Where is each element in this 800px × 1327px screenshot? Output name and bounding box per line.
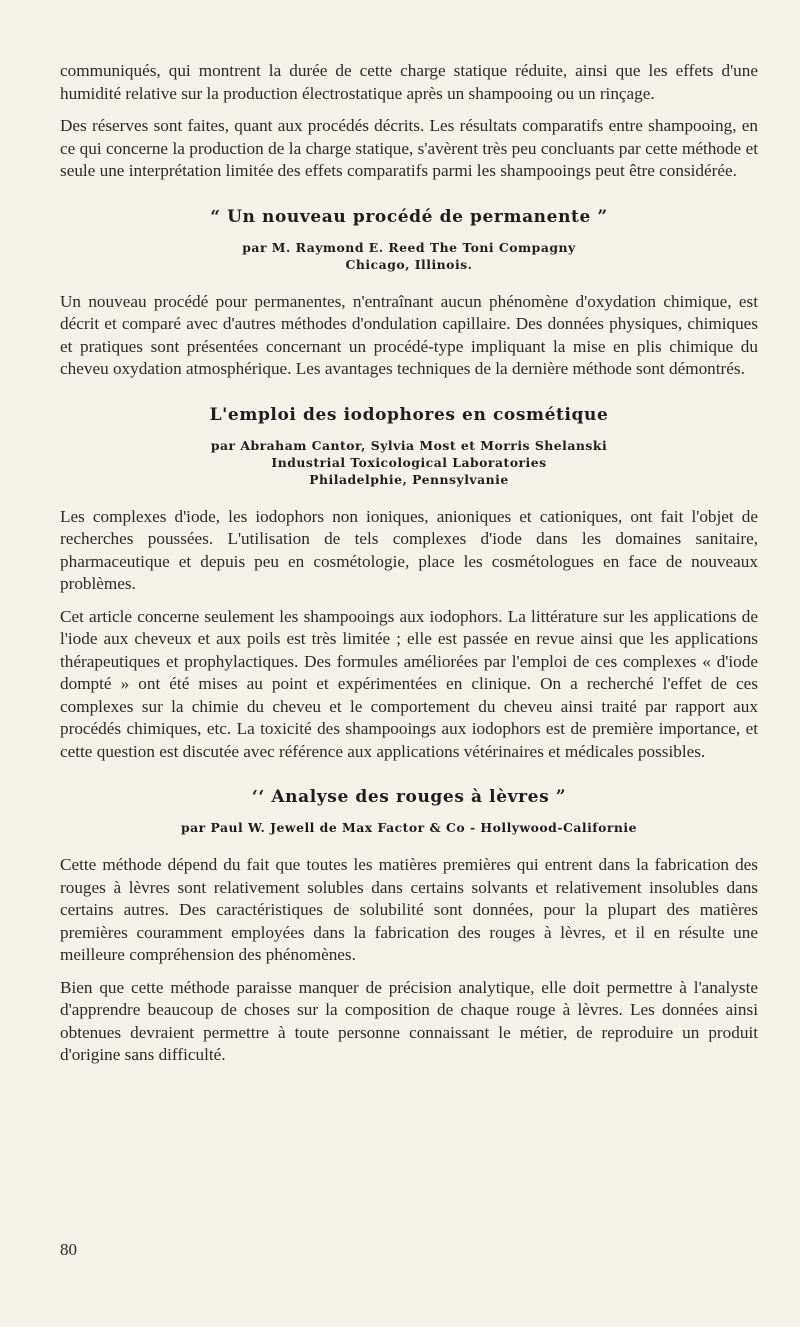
byline-line: Chicago, Illinois.: [345, 256, 473, 272]
page-content: [60, 60, 758, 1067]
article-title: ‘‘ Analyse des rouges à lèvres ”: [251, 787, 567, 807]
body-paragraph: Les complexes d'iode, les iodophors non ioniques, anioniques et cationiques, ont fait l'objet de recherches poussées. L'utilisation de tels complexes d'iode dans les domaines sanitaire, pharmaceutique et depuis peu en cosmétologie, place les cosmétologues en face de nouveaux problèmes.: [60, 506, 758, 593]
article-byline: [60, 239, 758, 273]
body-paragraph: communiqués, qui montrent la durée de cette charge statique réduite, ainsi que les effets d'une humidité relative sur la production électrostatique après un shampooing ou un rinçage.: [60, 61, 758, 103]
byline-line: Industrial Toxicological Laboratories: [271, 454, 547, 470]
page-number: 80: [60, 1240, 77, 1259]
article-title: “ Un nouveau procédé de permanente ”: [210, 206, 608, 227]
body-paragraph: Cette méthode dépend du fait que toutes les matières premières qui entrent dans la fabrication des rouges à lèvres sont relativement solubles dans certains solvants et relativement insolubles dans certains autres. Des caractéristiques de solubilité sont données, pour la plupart des matières premières couramment employées dans la fabrication des rouges à lèvres, et il en résulte une meilleure compréhension des phénomènes.: [60, 855, 758, 964]
byline-line: par M. Raymond E. Reed The Toni Compagny: [242, 239, 576, 255]
article-title: L'emploi des iodophores en cosmétique: [209, 404, 609, 425]
body-paragraph: Cet article concerne seulement les shampooings aux iodophors. La littérature sur les applications de l'iode aux cheveux et aux poils est très limitée ; elle est passée en revue ainsi que les applications thérapeutiques et prophylactiques. Des formules améliorées par l'emploi de ces complexes « d'iode dompté » ont été mises au point et expérimentées en clinique. On a recherché l'effet de ces complexes sur la chimie du cheveu et le comportement du cheveu ainsi traité par rapport aux procédés chimiques, etc. La toxicité des shampooings aux iodophors est de première importance, et cette question est discutée avec référence aux applications vétérinaires et médicales possibles.: [60, 606, 758, 761]
article-byline: [60, 819, 758, 836]
byline-line: par Paul W. Jewell de Max Factor & Co - Hollywood-Californie: [180, 820, 638, 835]
byline-line: par Abraham Cantor, Sylvia Most et Morris Shelanski: [210, 437, 608, 453]
byline-line: Philadelphie, Pennsylvanie: [309, 471, 509, 487]
body-paragraph: Un nouveau procédé pour permanentes, n'entraînant aucun phénomène d'oxydation chimique, est décrit et comparé avec d'autres méthodes d'ondulation capillaire. Des données physiques, chimiques et pratiques sont présentées concernant un procédé-type impliquant la mise en plis chimique du cheveu oxydation atmosphérique. Les avantages techniques de la dernière méthode sont démontrés.: [60, 291, 758, 378]
body-paragraph: Des réserves sont faites, quant aux procédés décrits. Les résultats comparatifs entre shampooing, en ce qui concerne la production de la charge statique, s'avèrent très peu concluants par cette méthode et seule une interprétation limitée des effets comparatifs parmi les shampooings peut être considérée.: [60, 116, 758, 180]
body-paragraph: Bien que cette méthode paraisse manquer de précision analytique, elle doit permettre à l'analyste d'apprendre beaucoup de choses sur la composition de chaque rouge à lèvres. Les données ainsi obtenues devraient permettre à toute personne connaissant le métier, de reproduire un produit d'origine sans difficulté.: [60, 977, 758, 1064]
article-byline: [60, 437, 758, 488]
